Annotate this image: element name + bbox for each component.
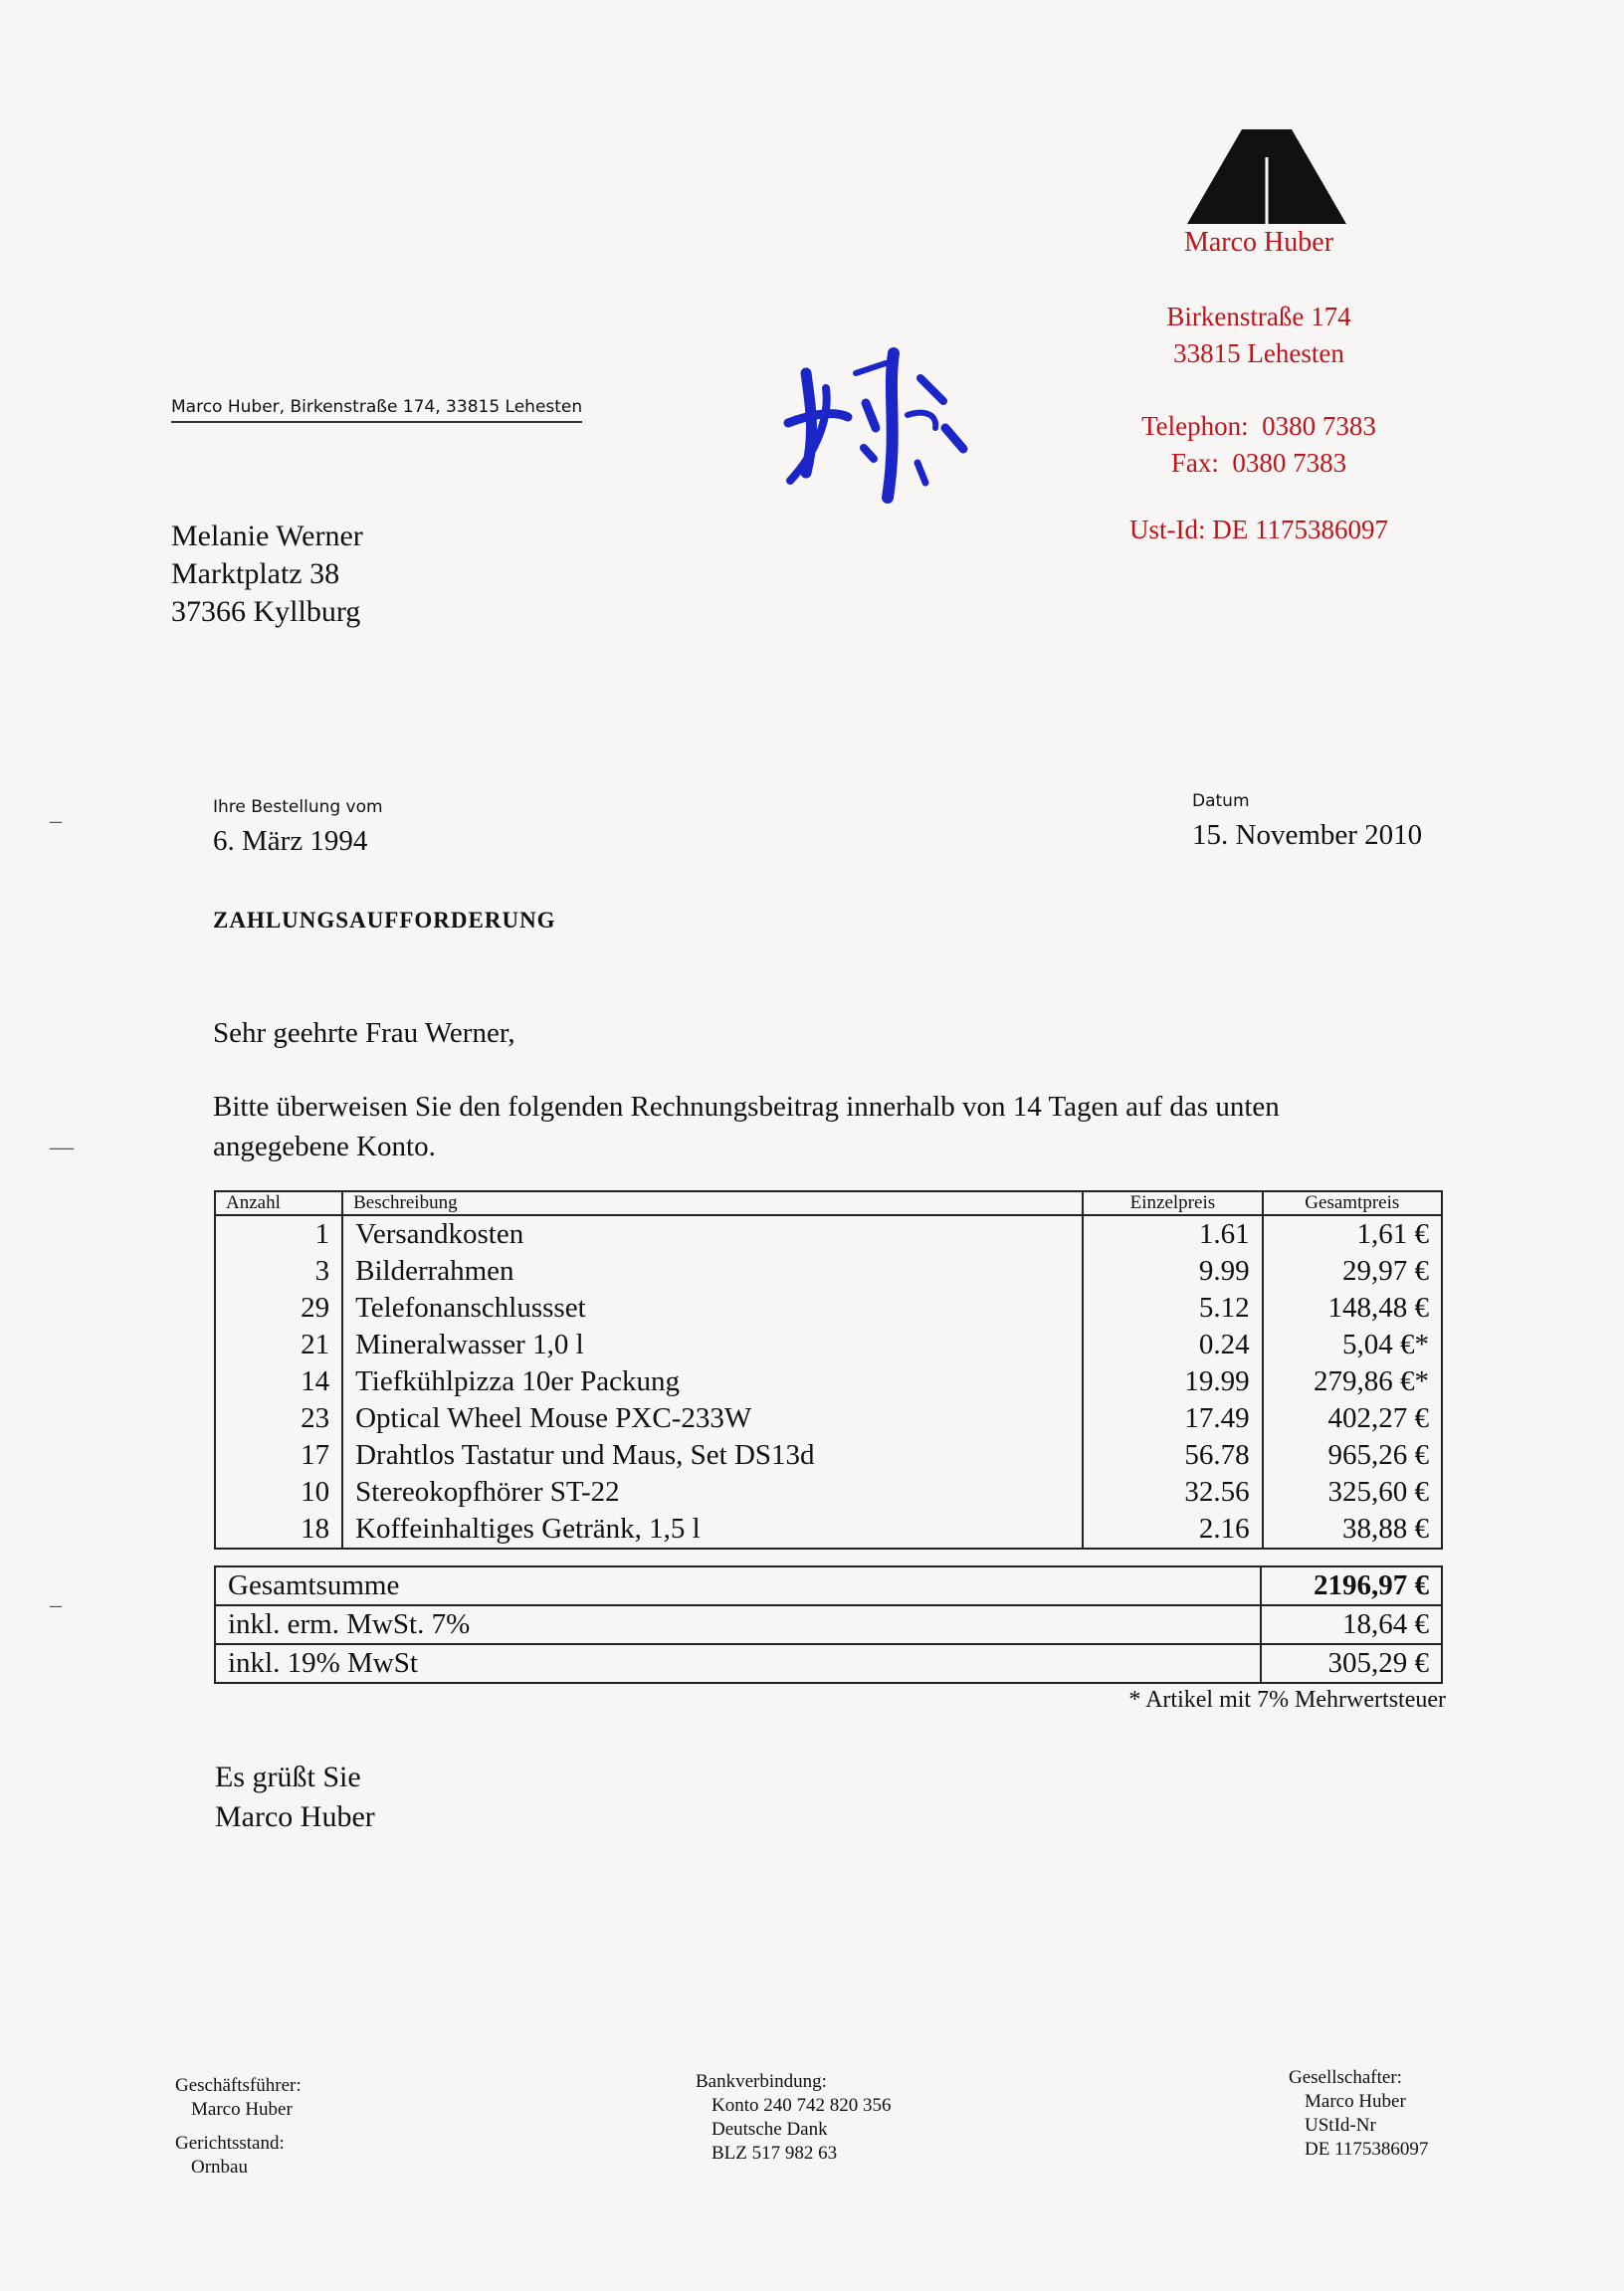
bank-label: Bankverbindung: — [696, 2071, 827, 2092]
row-description: Telefonanschlussset — [342, 1290, 1083, 1327]
fold-mark: – — [50, 808, 62, 834]
row-description: Tiefkühlpizza 10er Packung — [342, 1363, 1083, 1400]
row-description: Versandkosten — [342, 1215, 1083, 1253]
table-row — [215, 1290, 1442, 1327]
sender-address — [1095, 299, 1423, 372]
partner-label: Gesellschafter: — [1289, 2067, 1402, 2088]
row-quantity: 21 — [215, 1327, 342, 1363]
salutation: Sehr geehrte Frau Werner, — [213, 1017, 515, 1049]
recipient-address — [171, 518, 363, 631]
row-total-price: 279,86 €* — [1263, 1363, 1442, 1400]
ceo-name: Marco Huber — [191, 2099, 293, 2120]
row-quantity: 18 — [215, 1511, 342, 1549]
footer-bank — [696, 2070, 892, 2166]
column-header-quantity: Anzahl — [215, 1191, 342, 1215]
ustid-label: UStId-Nr — [1305, 2115, 1376, 2136]
row-description: Optical Wheel Mouse PXC-233W — [342, 1400, 1083, 1437]
total-row-sum — [215, 1566, 1442, 1605]
row-description: Stereokopfhörer ST-22 — [342, 1474, 1083, 1511]
court-label: Gerichtsstand: — [175, 2133, 285, 2154]
row-unit-price: 9.99 — [1083, 1253, 1262, 1290]
row-unit-price: 5.12 — [1083, 1290, 1262, 1327]
vat-footnote: * Artikel mit 7% Mehrwertsteuer — [1128, 1687, 1446, 1713]
row-quantity: 29 — [215, 1290, 342, 1327]
sender-city: 33815 Lehesten — [1173, 338, 1344, 368]
table-row — [215, 1215, 1442, 1253]
footer-partners — [1289, 2066, 1428, 2162]
table-row — [215, 1327, 1442, 1363]
sender-name: Marco Huber — [1183, 227, 1334, 258]
sender-contact — [1095, 408, 1423, 482]
letter-subject: ZAHLUNGSAUFFORDERUNG — [213, 908, 556, 933]
letter-date: 15. November 2010 — [1192, 819, 1423, 851]
row-unit-price: 2.16 — [1083, 1511, 1262, 1549]
total-value: 2196,97 € — [1261, 1566, 1442, 1605]
company-logo-icon — [1187, 129, 1346, 224]
reduced-vat-label: inkl. erm. MwSt. 7% — [215, 1605, 1261, 1644]
column-header-total-price: Gesamtpreis — [1263, 1191, 1442, 1215]
invoice-items-table — [214, 1190, 1443, 1550]
letter-date-label: Datum — [1192, 791, 1250, 811]
row-total-price: 402,27 € — [1263, 1400, 1442, 1437]
recipient-name: Melanie Werner — [171, 520, 363, 552]
row-total-price: 148,48 € — [1263, 1290, 1442, 1327]
order-date-label: Ihre Bestellung vom — [213, 797, 383, 817]
partner-name: Marco Huber — [1305, 2091, 1406, 2112]
closing — [215, 1758, 375, 1837]
table-row — [215, 1363, 1442, 1400]
sender-ust-id: Ust-Id: DE 1175386097 — [1129, 515, 1388, 544]
row-total-price: 38,88 € — [1263, 1511, 1442, 1549]
row-description: Mineralwasser 1,0 l — [342, 1327, 1083, 1363]
row-total-price: 1,61 € — [1263, 1215, 1442, 1253]
return-address-line: Marco Huber, Birkenstraße 174, 33815 Lehesten — [171, 397, 582, 423]
table-header-row — [215, 1191, 1442, 1215]
ustid-value: DE 1175386097 — [1305, 2139, 1429, 2160]
footer-management — [175, 2074, 302, 2180]
row-quantity: 3 — [215, 1253, 342, 1290]
bank-blz: BLZ 517 982 63 — [711, 2143, 838, 2164]
sender-street: Birkenstraße 174 — [1166, 302, 1351, 331]
column-header-description: Beschreibung — [342, 1191, 1083, 1215]
row-description: Koffeinhaltiges Getränk, 1,5 l — [342, 1511, 1083, 1549]
row-total-price: 325,60 € — [1263, 1474, 1442, 1511]
row-quantity: 14 — [215, 1363, 342, 1400]
row-unit-price: 1.61 — [1083, 1215, 1262, 1253]
vat-value: 305,29 € — [1261, 1644, 1442, 1683]
row-total-price: 29,97 € — [1263, 1253, 1442, 1290]
row-quantity: 17 — [215, 1437, 342, 1474]
table-row — [215, 1511, 1442, 1549]
closing-greeting: Es grüßt Sie — [215, 1761, 361, 1793]
recipient-street: Marktplatz 38 — [171, 557, 340, 590]
sender-fax: Fax: 0380 7383 — [1170, 448, 1347, 478]
table-row — [215, 1400, 1442, 1437]
reduced-vat-value: 18,64 € — [1261, 1605, 1442, 1644]
column-header-unit-price: Einzelpreis — [1083, 1191, 1262, 1215]
table-row — [215, 1437, 1442, 1474]
row-quantity: 23 — [215, 1400, 342, 1437]
row-description: Bilderrahmen — [342, 1253, 1083, 1290]
fold-mark: — — [50, 1135, 74, 1160]
sender-phone: Telephon: 0380 7383 — [1141, 411, 1376, 441]
row-quantity: 1 — [215, 1215, 342, 1253]
order-date: 6. März 1994 — [213, 825, 368, 857]
total-row-reduced-vat — [215, 1605, 1442, 1644]
court-name: Ornbau — [191, 2157, 248, 2178]
row-total-price: 5,04 €* — [1263, 1327, 1442, 1363]
table-row — [215, 1474, 1442, 1511]
row-unit-price: 0.24 — [1083, 1327, 1262, 1363]
bank-name: Deutsche Dank — [711, 2119, 828, 2140]
seal-stamp-icon — [776, 333, 980, 513]
ceo-label: Geschäftsführer: — [175, 2075, 302, 2096]
vat-label: inkl. 19% MwSt — [215, 1644, 1261, 1683]
row-unit-price: 17.49 — [1083, 1400, 1262, 1437]
row-description: Drahtlos Tastatur und Maus, Set DS13d — [342, 1437, 1083, 1474]
total-label: Gesamtsumme — [215, 1566, 1261, 1605]
recipient-city: 37366 Kyllburg — [171, 595, 361, 628]
total-row-vat — [215, 1644, 1442, 1683]
row-quantity: 10 — [215, 1474, 342, 1511]
row-unit-price: 19.99 — [1083, 1363, 1262, 1400]
row-total-price: 965,26 € — [1263, 1437, 1442, 1474]
row-unit-price: 32.56 — [1083, 1474, 1262, 1511]
fold-mark: – — [50, 1592, 62, 1618]
bank-account: Konto 240 742 820 356 — [711, 2095, 892, 2116]
letter-body: Bitte überweisen Sie den folgenden Rechnungsbeitrag innerhalb von 14 Tagen auf das unten angegebene Konto. — [213, 1091, 1280, 1162]
table-row — [215, 1253, 1442, 1290]
totals-table — [214, 1565, 1443, 1684]
row-unit-price: 56.78 — [1083, 1437, 1262, 1474]
closing-signature-name: Marco Huber — [215, 1800, 375, 1833]
